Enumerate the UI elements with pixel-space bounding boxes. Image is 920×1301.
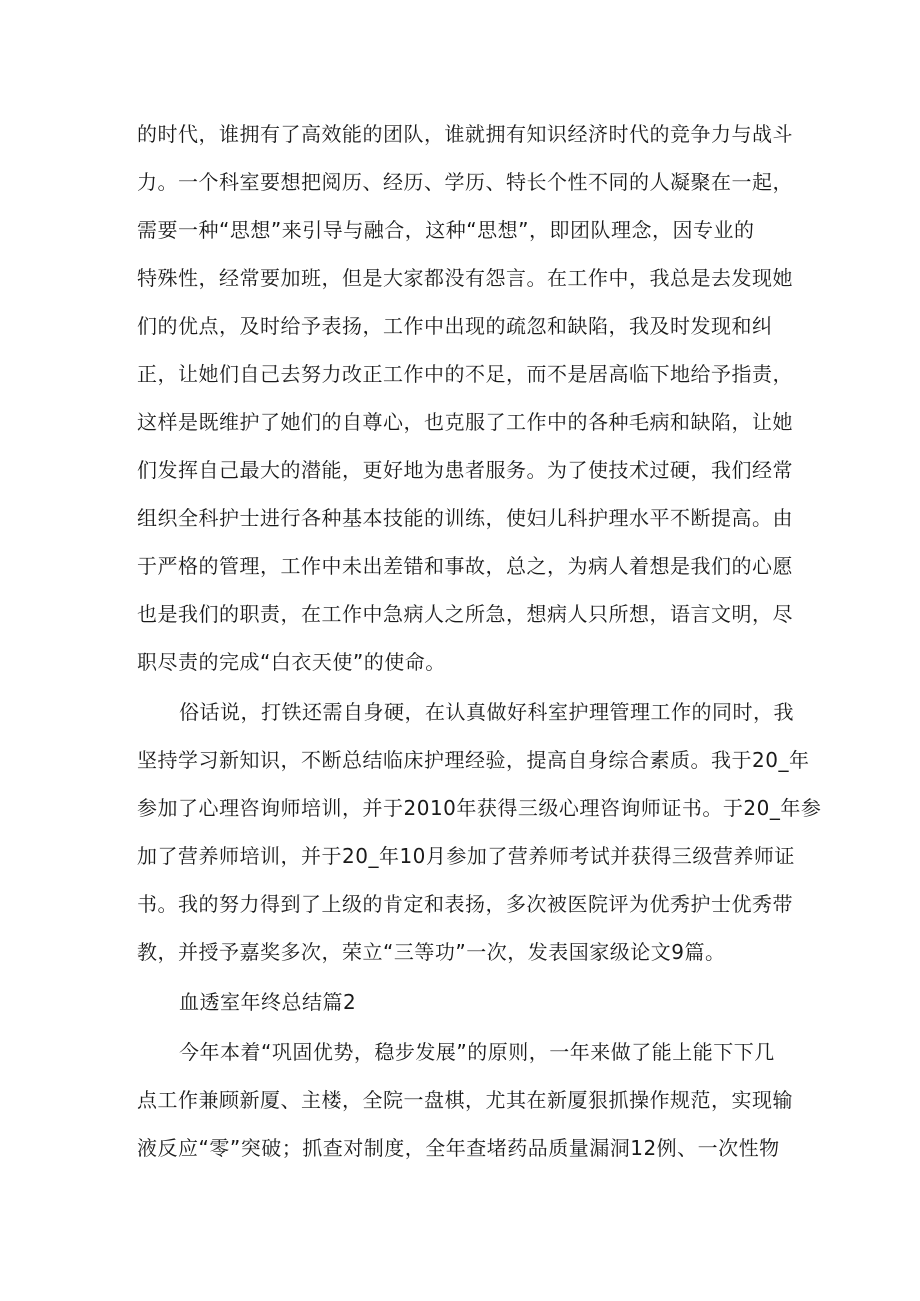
paragraph-1-line: 力。一个科室要想把阅历、经历、学历、特长个性不同的人凝聚在一起， bbox=[137, 170, 793, 194]
section-heading: 血透室年终总结篇2 bbox=[179, 990, 357, 1014]
paragraph-1-line: 正，让她们自己去努力改正工作中的不足，而不是居高临下地给予指责， bbox=[137, 362, 793, 386]
paragraph-1-line: 于严格的管理，工作中未出差错和事故，总之，为病人着想是我们的心愿 bbox=[137, 554, 793, 578]
paragraph-1-line: 的时代，谁拥有了高效能的团队，谁就拥有知识经济时代的竞争力与战斗 bbox=[137, 122, 793, 146]
paragraph-2-line: 参加了心理咨询师培训，并于2010年获得三级心理咨询师证书。于20_年参 bbox=[137, 796, 822, 820]
paragraph-1-line: 特殊性，经常要加班，但是大家都没有怨言。在工作中，我总是去发现她 bbox=[137, 266, 793, 290]
paragraph-1-line: 需要一种“思想”来引导与融合，这种“思想”，即团队理念，因专业的 bbox=[137, 218, 755, 242]
paragraph-3-line: 今年本着“巩固优势，稳步发展”的原则，一年来做了能上能下下几 bbox=[179, 1040, 775, 1064]
paragraph-3-line: 液反应“零”突破；抓查对制度，全年查堵药品质量漏洞12例、一次性物 bbox=[137, 1136, 780, 1160]
paragraph-1-line: 们的优点，及时给予表扬，工作中出现的疏忽和缺陷，我及时发现和纠 bbox=[137, 314, 773, 338]
paragraph-1-line: 组织全科护士进行各种基本技能的训练，使妇儿科护理水平不断提高。由 bbox=[137, 506, 793, 530]
paragraph-2-line: 坚持学习新知识，不断总结临床护理经验，提高自身综合素质。我于20_年 bbox=[137, 748, 810, 772]
paragraph-2-line: 俗话说，打铁还需自身硬，在认真做好科室护理管理工作的同时，我 bbox=[179, 700, 794, 724]
paragraph-1-line: 这样是既维护了她们的自尊心，也克服了工作中的各种毛病和缺陷，让她 bbox=[137, 410, 793, 434]
paragraph-2-line: 教，并授予嘉奖多次，荣立“三等功”一次，发表国家级论文9篇。 bbox=[137, 940, 726, 964]
paragraph-1-line: 职尽责的完成“白衣天使”的使命。 bbox=[137, 650, 446, 674]
paragraph-2-line: 书。我的努力得到了上级的肯定和表扬，多次被医院评为优秀护士优秀带 bbox=[137, 892, 793, 916]
paragraph-1-line: 们发挥自己最大的潜能，更好地为患者服务。为了使技术过硬，我们经常 bbox=[137, 458, 793, 482]
paragraph-3-line: 点工作兼顾新厦、主楼，全院一盘棋，尤其在新厦狠抓操作规范，实现输 bbox=[137, 1088, 793, 1112]
paragraph-2-line: 加了营养师培训，并于20_年10月参加了营养师考试并获得三级营养师证 bbox=[137, 844, 795, 868]
paragraph-1-line: 也是我们的职责，在工作中急病人之所急，想病人只所想，语言文明，尽 bbox=[137, 602, 793, 626]
